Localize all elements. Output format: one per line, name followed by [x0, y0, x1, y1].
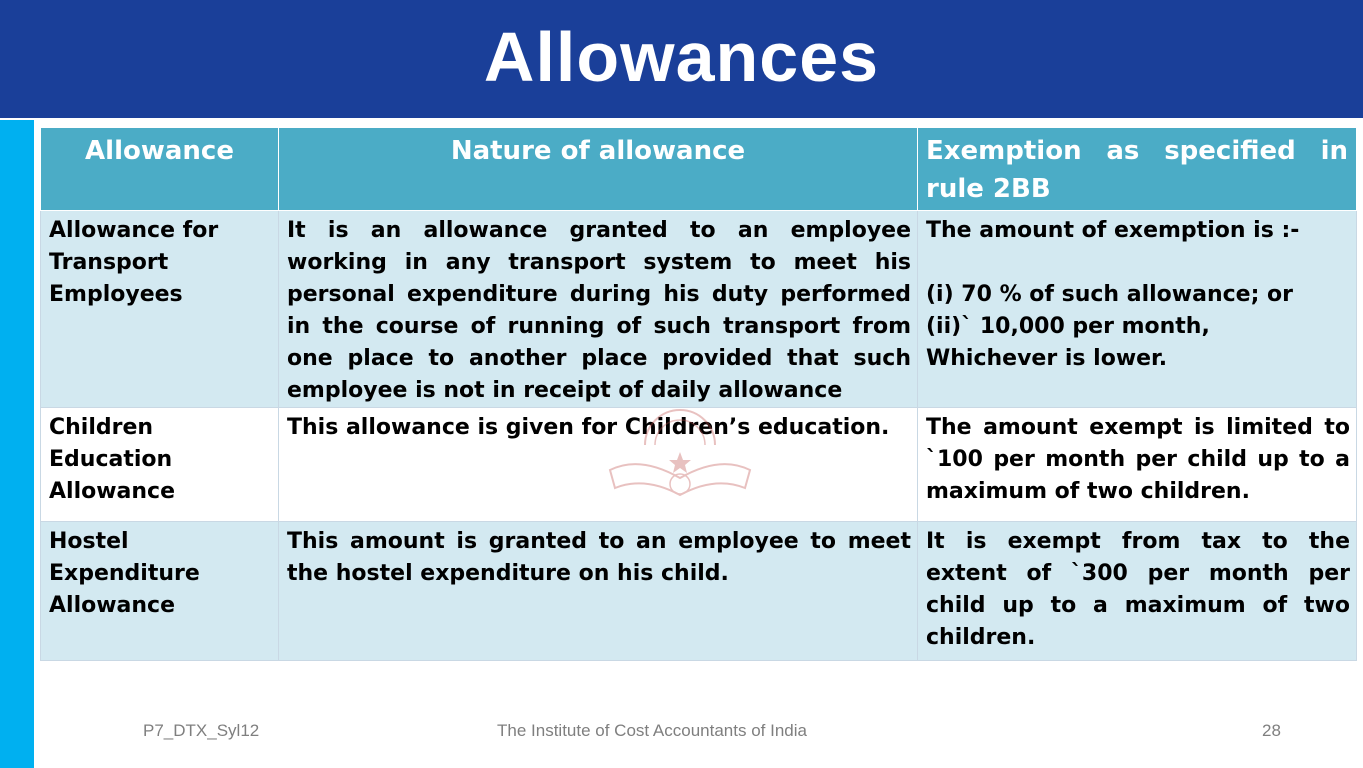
cell-allowance: Hostel Expenditure Allowance — [41, 522, 279, 661]
slide-title: Allowances — [483, 18, 880, 96]
cell-nature: This allowance is given for Children’s education. — [279, 408, 918, 522]
cell-nature: It is an allowance granted to an employee working in any transport system to meet his personal expenditure during his duty performed in the course of running of such transport from one place to another place provided that such employee is not in receipt of daily allowance — [279, 211, 918, 408]
cell-allowance: Allowance for Transport Employees — [41, 211, 279, 408]
footer-institute-name: The Institute of Cost Accountants of India — [497, 721, 807, 740]
table-header-row — [41, 128, 1357, 211]
table-row — [41, 522, 1357, 661]
cell-exemption: The amount exempt is limited to `100 per month per child up to a maximum of two children. — [918, 408, 1357, 522]
header-nature: Nature of allowance — [279, 128, 918, 211]
footer-page-number: 28 — [1262, 721, 1281, 740]
header-allowance: Allowance — [41, 128, 279, 211]
table-row — [41, 211, 1357, 408]
header-exemption: Exemption as specified in rule 2BB — [918, 128, 1357, 211]
footer-course-code: P7_DTX_Syl12 — [143, 721, 260, 740]
allowances-table — [40, 127, 1357, 661]
cell-exemption: It is exempt from tax to the extent of `300 per month per child up to a maximum of two children. — [918, 522, 1357, 661]
cell-allowance: Children Education Allowance — [41, 408, 279, 522]
cell-nature: This amount is granted to an employee to meet the hostel expenditure on his child. — [279, 522, 918, 661]
cell-exemption: The amount of exemption is :- (i) 70 % of such allowance; or (ii)` 10,000 per month, Whichever is lower. — [918, 211, 1357, 408]
institute-emblem-watermark — [600, 400, 760, 500]
side-accent-strip — [0, 120, 34, 768]
